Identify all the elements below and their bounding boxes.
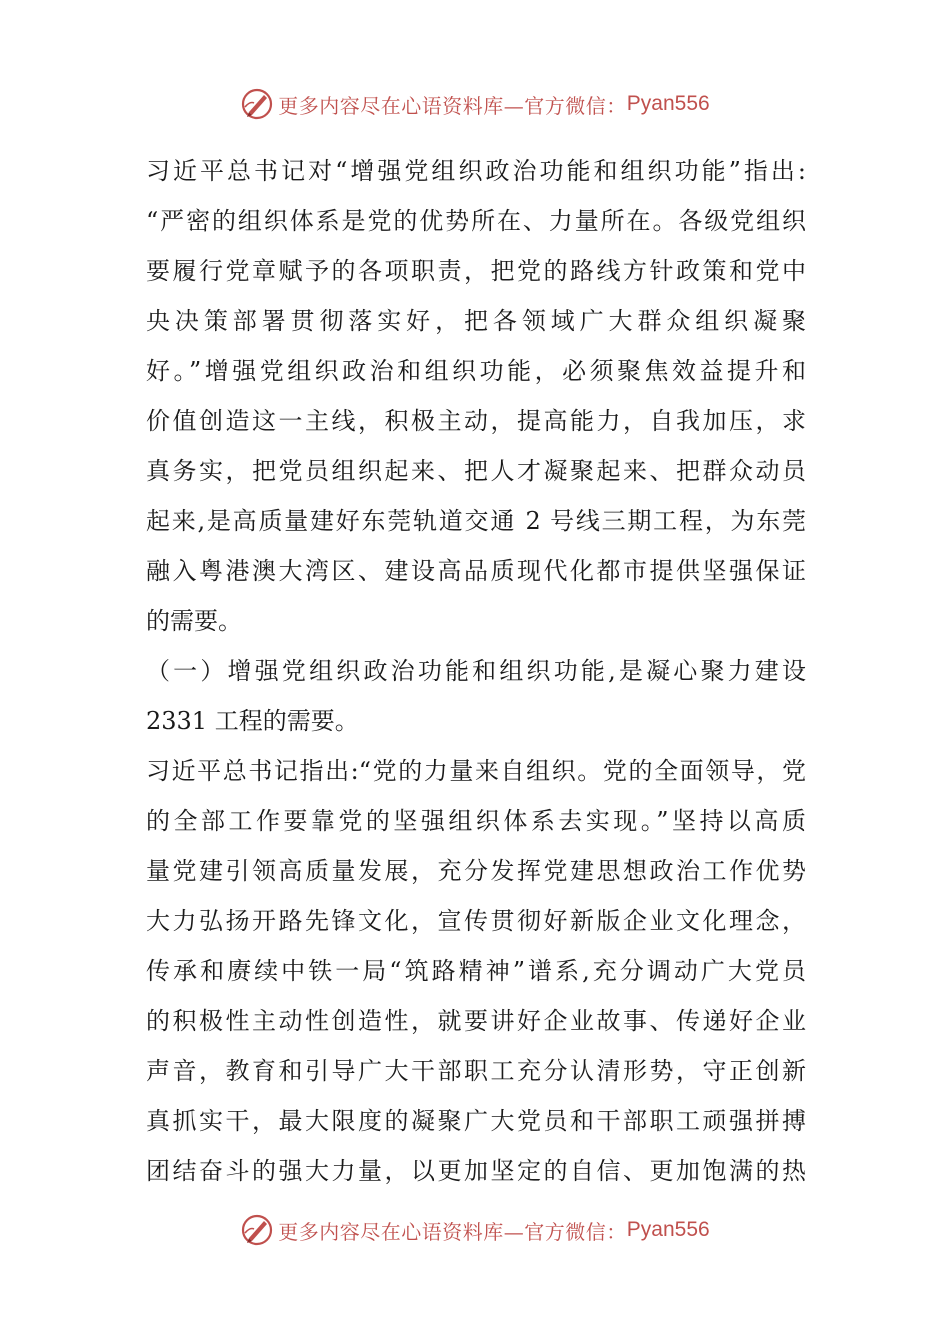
- body-line: 央决策部署贯彻落实好，把各领域广大群众组织凝聚: [146, 307, 806, 335]
- section-heading-line: 2331 工程的需要。: [146, 707, 359, 735]
- header-banner-text: 更多内容尽在心语资料库—官方微信：: [278, 93, 627, 118]
- pen-logo-icon: [240, 1213, 274, 1247]
- pen-logo-icon: [240, 87, 274, 121]
- section-heading-line: （一）增强党组织政治功能和组织功能,是凝心聚力建设: [146, 657, 806, 685]
- body-line: 声音，教育和引导广大干部职工充分认清形势，守正创新: [146, 1057, 806, 1085]
- header-banner-wechat-id: Pyan556: [626, 92, 710, 115]
- header-banner: [0, 84, 950, 124]
- body-line: 价值创造这一主线，积极主动，提高能力，自我加压，求: [146, 407, 806, 435]
- body-line: 融入粤港澳大湾区、建设高品质现代化都市提供坚强保证: [146, 557, 806, 585]
- body-line: 量党建引领高质量发展，充分发挥党建思想政治工作优势: [146, 857, 806, 885]
- body-line: 团结奋斗的强大力量，以更加坚定的自信、更加饱满的热: [146, 1157, 806, 1185]
- body-line: 的积极性主动性创造性，就要讲好企业故事、传递好企业: [146, 1007, 806, 1035]
- body-line: 传承和赓续中铁一局“筑路精神”谱系,充分调动广大党员: [146, 957, 806, 985]
- body-line: 大力弘扬开路先锋文化，宣传贯彻好新版企业文化理念，: [146, 907, 806, 935]
- body-line: 习近平总书记对“增强党组织政治功能和组织功能”指出:: [146, 157, 806, 185]
- footer-banner-text: 更多内容尽在心语资料库—官方微信：: [278, 1219, 627, 1244]
- body-line: “严密的组织体系是党的优势所在、力量所在。各级党组织: [146, 207, 806, 235]
- footer-banner: [0, 1210, 950, 1250]
- body-line: 习近平总书记指出:“党的力量来自组织。党的全面领导，党: [146, 757, 806, 785]
- body-line: 真抓实干，最大限度的凝聚广大党员和干部职工顽强拼搏: [146, 1107, 806, 1135]
- document-body: [146, 146, 806, 1196]
- body-line: 的需要。: [146, 607, 242, 635]
- body-line: 的全部工作要靠党的坚强组织体系去实现。”坚持以高质: [146, 807, 806, 835]
- footer-banner-wechat-id: Pyan556: [626, 1218, 710, 1241]
- body-line: 真务实，把党员组织起来、把人才凝聚起来、把群众动员: [146, 457, 806, 485]
- body-line: 好。”增强党组织政治和组织功能，必须聚焦效益提升和: [146, 357, 806, 385]
- body-line: 起来,是高质量建好东莞轨道交通 2 号线三期工程，为东莞: [146, 507, 806, 535]
- body-line: 要履行党章赋予的各项职责，把党的路线方针政策和党中: [146, 257, 806, 285]
